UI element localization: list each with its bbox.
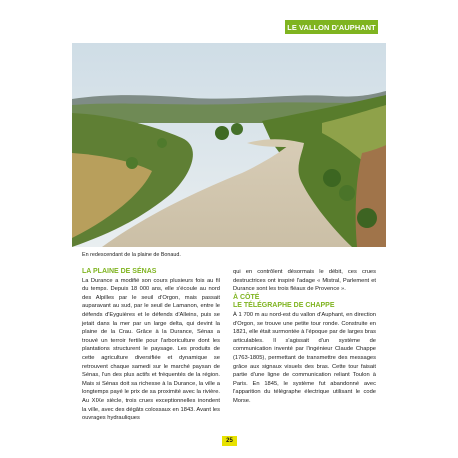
right-column-body: À 1 700 m au nord-est du vallon d'Auphant, en direction d'Orgon, se trouve une petite tour ronde. Construite en 1821, elle était surmontée à l'époque par de larges bras articulables. Il s'agissait d'un système de communication inventé par l'ingénieur Claude Chappe (1763-1805), permettant de transmettre des messages grâce aux signaux visuels des bras. Cette tour faisait partie d'une ligne de communication reliant Toulon à Paris. En 1845, le système fut abandonné avec l'apparition du télégraphe électrique utilisant le code Morse. <box>233 311 376 404</box>
landscape-photo <box>72 43 386 247</box>
photo-caption: En redescendant de la plaine de Bonaud. <box>82 252 181 258</box>
chapter-label: LE VALLON D'AUPHANT <box>285 20 378 34</box>
section-title-telegraphe-de-chappe: LE TÉLÉGRAPHE DE CHAPPE <box>233 302 335 310</box>
section-kicker-a-cote: À CÔTÉ <box>233 293 260 301</box>
left-column <box>82 268 220 423</box>
page-number: 25 <box>222 436 237 446</box>
left-column-body: La Durance a modifié son cours plusieurs fois au fil du temps. Depuis 18 000 ans, elle s'écoule au nord des Alpilles par le seuil d'Orgon, mais passait auparavant au sud, par le seuil de Lamanon, entre le défends d'Eyguières et le défends d'Alleins, puis se jetait dans la mer par un large delta, qui devint la plaine de la Crau. Grâce à la Durance, Sénas a trouvé un terroir fertile pour l'arboriculture dont les plantations structurent le paysage. Les produits de cette agriculture diversifiée et dynamique se retrouvent chaque samedi sur le marché paysan de Sénas, l'un des plus actifs et fréquentés de la région. Mais si Sénas doit sa richesse à la Durance, la ville a longtemps payé le prix de sa proximité avec la rivière. Au XIXe siècle, trois crues exceptionnelles inondent la ville, avec des dégâts colossaux en 1843. Avant les ouvrages hydrauliques <box>82 277 220 422</box>
right-column <box>233 268 376 406</box>
section-title-plaine-de-senas: LA PLAINE DE SÉNAS <box>82 268 157 275</box>
right-column-continuation: qui en contrôlent désormais le débit, ces crues destructrices ont inspiré l'adage « Mistral, Parlement et Durance sont les trois fléaux de Provence ». <box>233 269 376 293</box>
